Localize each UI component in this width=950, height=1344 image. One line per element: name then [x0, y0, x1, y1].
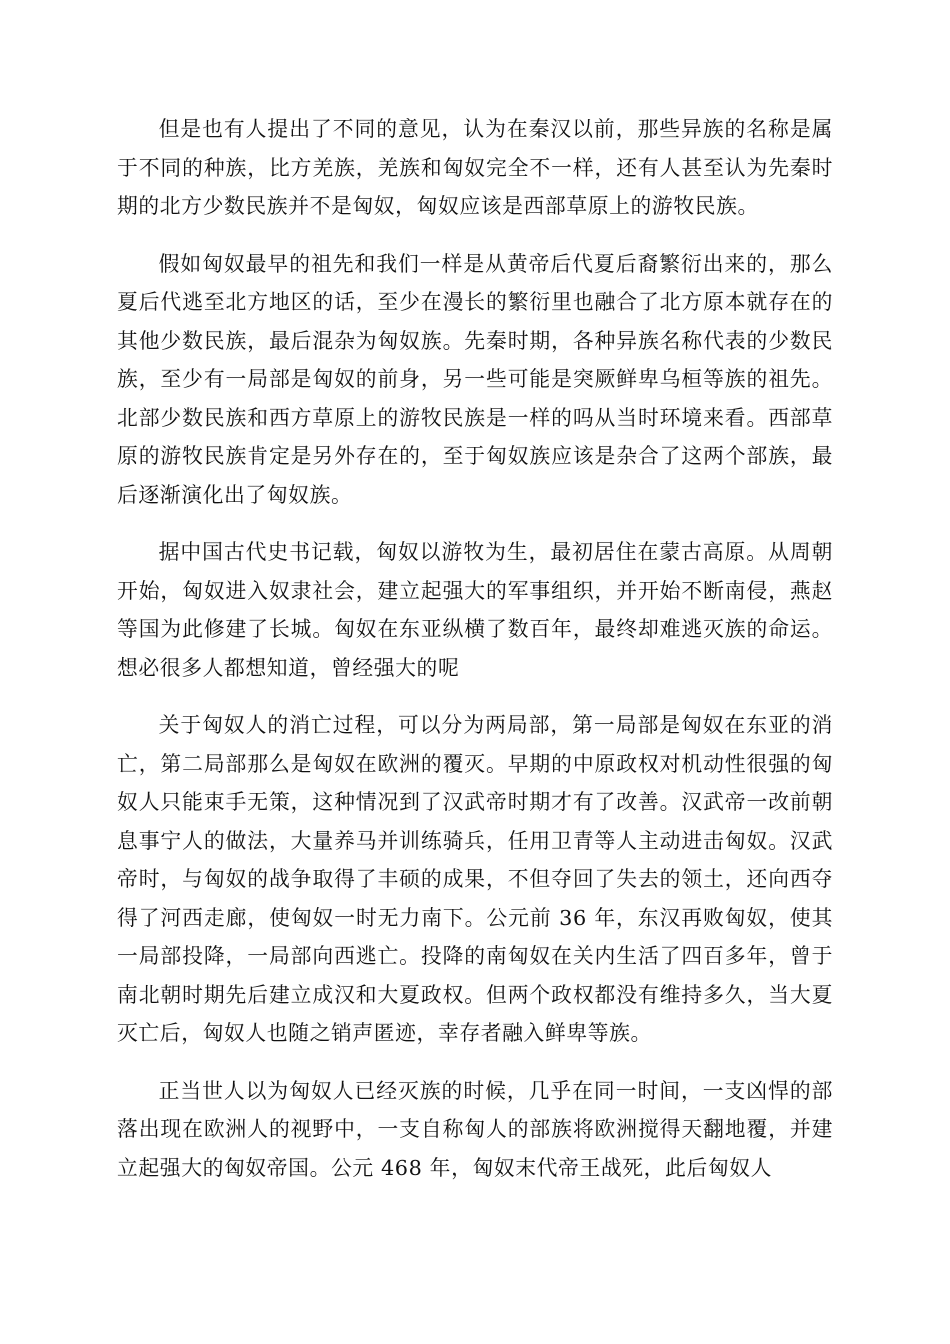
paragraph: 但是也有人提出了不同的意见，认为在秦汉以前，那些异族的名称是属于不同的种族，比方羌族，羌族和匈奴完全不一样，还有人甚至认为先秦时期的北方少数民族并不是匈奴，匈奴应该是西部草原上的游牧民族。 — [117, 117, 833, 218]
paragraph: 关于匈奴人的消亡过程，可以分为两局部，第一局部是匈奴在东亚的消亡，第二局部那么是匈奴在欧洲的覆灭。早期的中原政权对机动性很强的匈奴人只能束手无策，这种情况到了汉武帝时期才有了改善。汉武帝一改前朝息事宁人的做法，大量养马并训练骑兵，任用卫青等人主动进击匈奴。汉武帝时，与匈奴的战争取得了丰硕的成果，不但夺回了失去的领土，还向西夺得了河西走廊，使匈奴一时无力南下。公元前 36 年，东汉再败匈奴，使其一局部投降，一局部向西逃亡。投降的南匈奴在关内生活了四百多年，曾于南北朝时期先后建立成汉和大夏政权。但两个政权都没有维持多久，当大夏灭亡后，匈奴人也随之销声匿迹，幸存者融入鲜卑等族。 — [117, 713, 833, 1045]
document-body — [117, 110, 833, 1187]
paragraph: 假如匈奴最早的祖先和我们一样是从黄帝后代夏后裔繁衍出来的，那么夏后代逃至北方地区的话，至少在漫长的繁衍里也融合了北方原本就存在的其他少数民族，最后混杂为匈奴族。先秦时期，各种异族名称代表的少数民族，至少有一局部是匈奴的前身，另一些可能是突厥鲜卑乌桓等族的祖先。北部少数民族和西方草原上的游牧民族是一样的吗从当时环境来看。西部草原的游牧民族肯定是另外存在的，至于匈奴族应该是杂合了这两个部族，最后逐渐演化出了匈奴族。 — [117, 251, 833, 507]
paragraph: 正当世人以为匈奴人已经灭族的时候，几乎在同一时间，一支凶悍的部落出现在欧洲人的视野中，一支自称匈人的部族将欧洲搅得天翻地覆，并建立起强大的匈奴帝国。公元 468 年，匈奴末代帝王战死，此后匈奴人 — [117, 1078, 833, 1180]
paragraph: 据中国古代史书记载，匈奴以游牧为生，最初居住在蒙古高原。从周朝开始，匈奴进入奴隶社会，建立起强大的军事组织，并开始不断南侵，燕赵等国为此修建了长城。匈奴在东亚纵横了数百年，最终却难逃灭族的命运。想必很多人都想知道，曾经强大的呢 — [117, 540, 833, 680]
